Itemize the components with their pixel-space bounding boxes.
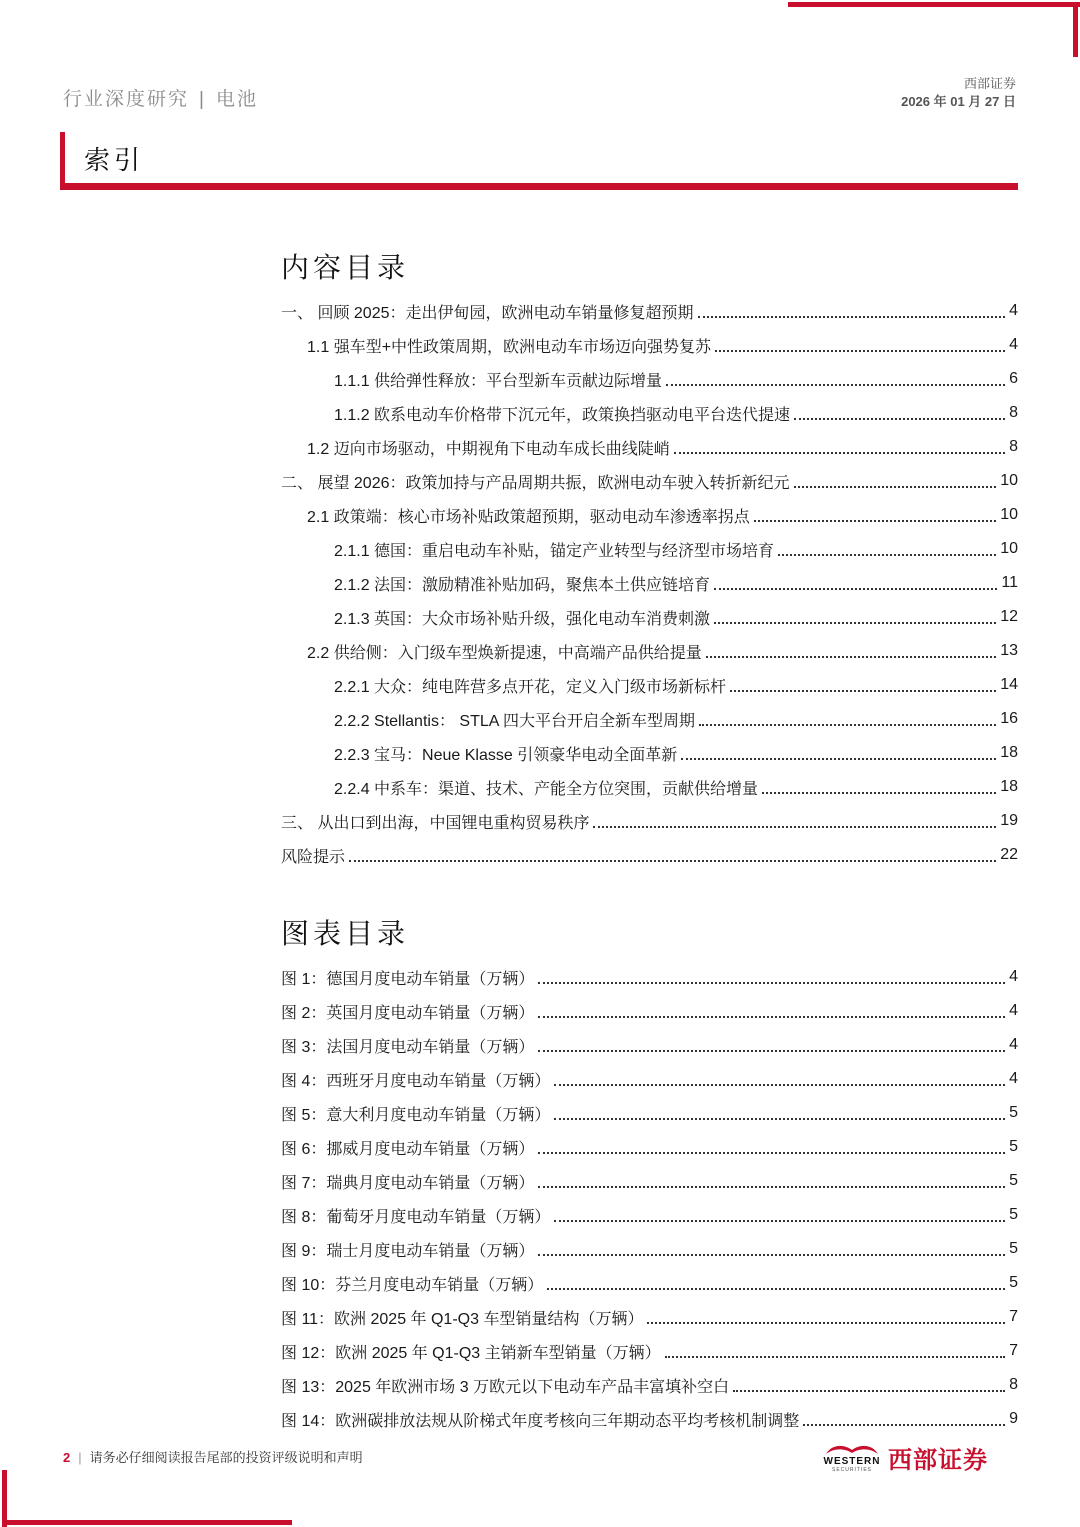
section-underline (60, 183, 1018, 190)
toc-entry[interactable] (281, 634, 1018, 668)
figure-entry[interactable] (281, 994, 1018, 1028)
toc-entry[interactable] (281, 498, 1018, 532)
figure-entry[interactable] (281, 1334, 1018, 1368)
leader-dots (538, 1050, 1005, 1052)
toc-entry-label: 2.2 供给侧：入门级车型焕新提速，中高端产品供给提量 (307, 644, 702, 662)
leader-dots (554, 1084, 1005, 1086)
toc-entry-page: 12 (1000, 608, 1018, 625)
figure-entry-label: 图 8：葡萄牙月度电动车销量（万辆） (281, 1208, 551, 1226)
leader-dots (794, 486, 997, 488)
figure-entry-label: 图 5：意大利月度电动车销量（万辆） (281, 1106, 551, 1124)
figure-entry-label: 图 12：欧洲 2025 年 Q1-Q3 主销新车型销量（万辆） (281, 1344, 661, 1362)
toc-entry[interactable] (281, 464, 1018, 498)
figures-heading: 图表目录 (281, 917, 410, 950)
report-date: 2026 年 01 月 27 日 (901, 94, 1016, 109)
figure-entry-label: 图 2：英国月度电动车销量（万辆） (281, 1004, 535, 1022)
leader-dots (803, 1424, 1005, 1426)
leader-dots (538, 1254, 1005, 1256)
toc-entry[interactable] (281, 600, 1018, 634)
corner-accent-bottom-vertical (2, 1470, 7, 1527)
western-logo-mark (822, 1442, 882, 1473)
leader-dots (706, 656, 997, 658)
figure-entry[interactable] (281, 1028, 1018, 1062)
toc-entry-page: 13 (1000, 642, 1018, 659)
toc-entry-page: 8 (1009, 438, 1018, 455)
toc-entry-label: 2.2.2 Stellantis： STLA 四大平台开启全新车型周期 (334, 712, 695, 730)
figure-entry-label: 图 10：芬兰月度电动车销量（万辆） (281, 1276, 544, 1294)
figure-entry[interactable] (281, 1368, 1018, 1402)
toc-entry-page: 6 (1009, 370, 1018, 387)
toc-entry-label: 2.1 政策端：核心市场补贴政策超预期，驱动电动车渗透率拐点 (307, 508, 750, 526)
leader-dots (349, 860, 996, 862)
leader-dots (666, 384, 1005, 386)
leader-dots (647, 1322, 1005, 1324)
figure-entry[interactable] (281, 1232, 1018, 1266)
report-category-header (63, 84, 258, 111)
figure-entry-label: 图 11：欧洲 2025 年 Q1-Q3 车型销量结构（万辆） (281, 1310, 644, 1328)
toc-entry[interactable] (281, 566, 1018, 600)
toc-entry-page: 18 (1000, 744, 1018, 761)
figure-entry-page: 5 (1009, 1138, 1018, 1155)
toc-entry-page: 4 (1009, 336, 1018, 353)
leader-dots (794, 418, 1005, 420)
toc-entry-label: 1.2 迈向市场驱动，中期视角下电动车成长曲线陡峭 (307, 440, 670, 458)
figure-entry-label: 图 4：西班牙月度电动车销量（万辆） (281, 1072, 551, 1090)
header-separator: | (199, 89, 206, 110)
toc-entry-page: 4 (1009, 302, 1018, 319)
leader-dots (730, 690, 996, 692)
figure-entry[interactable] (281, 960, 1018, 994)
report-category: 行业深度研究 (63, 89, 190, 110)
toc-entry[interactable] (281, 396, 1018, 430)
toc-entry-label: 2.1.1 德国：重启电动车补贴，锚定产业转型与经济型市场培育 (334, 542, 775, 560)
leader-dots (754, 520, 997, 522)
leader-dots (554, 1220, 1005, 1222)
toc-entry-page: 22 (1000, 846, 1018, 863)
figure-entry-label: 图 7：瑞典月度电动车销量（万辆） (281, 1174, 535, 1192)
page-number: 2 (63, 1450, 71, 1465)
leader-dots (547, 1288, 1005, 1290)
figure-entry-page: 4 (1009, 968, 1018, 985)
toc-entry[interactable] (281, 838, 1018, 872)
toc-entry-label: 2.2.4 中系车：渠道、技术、产能全方位突围，贡献供给增量 (334, 780, 759, 798)
corner-accent-top-horizontal (788, 2, 1080, 7)
toc-entry-page: 16 (1000, 710, 1018, 727)
figure-entry-label: 图 3：法国月度电动车销量（万辆） (281, 1038, 535, 1056)
toc-entry[interactable] (281, 430, 1018, 464)
toc-entry-label: 1.1.1 供给弹性释放：平台型新车贡献边际增量 (334, 372, 663, 390)
figure-entry-page: 7 (1009, 1342, 1018, 1359)
figure-entry-page: 4 (1009, 1070, 1018, 1087)
figure-entry[interactable] (281, 1096, 1018, 1130)
figure-entry[interactable] (281, 1266, 1018, 1300)
leader-dots (593, 826, 996, 828)
figure-entry-page: 4 (1009, 1036, 1018, 1053)
figure-entry-label: 图 1：德国月度电动车销量（万辆） (281, 970, 535, 988)
toc-entry[interactable] (281, 532, 1018, 566)
toc-entry-page: 8 (1009, 404, 1018, 421)
leader-dots (714, 622, 996, 624)
toc-entry-label: 一、 回顾 2025：走出伊甸园，欧洲电动车销量修复超预期 (281, 304, 694, 322)
toc-entry-label: 二、 展望 2026：政策加持与产品周期共振，欧洲电动车驶入转折新纪元 (281, 474, 790, 492)
report-sector: 电池 (215, 89, 258, 110)
figure-entry[interactable] (281, 1130, 1018, 1164)
leader-dots (538, 1152, 1005, 1154)
figure-entry-page: 4 (1009, 1002, 1018, 1019)
corner-accent-bottom-horizontal (2, 1520, 292, 1525)
footer-disclaimer: 请务必仔细阅读报告尾部的投资评级说明和声明 (89, 1450, 363, 1465)
contents-list (281, 294, 1018, 872)
toc-entry-label: 2.2.3 宝马：Neue Klasse 引领豪华电动全面革新 (334, 746, 678, 764)
toc-entry-page: 18 (1000, 778, 1018, 795)
toc-entry[interactable] (281, 328, 1018, 362)
figure-entry-page: 5 (1009, 1274, 1018, 1291)
section-title: 索引 (84, 146, 145, 176)
toc-entry-label: 2.1.3 英国：大众市场补贴升级，强化电动车消费刺激 (334, 610, 711, 628)
toc-entry[interactable] (281, 702, 1018, 736)
toc-entry[interactable] (281, 736, 1018, 770)
leader-dots (665, 1356, 1005, 1358)
figure-entry-page: 9 (1009, 1410, 1018, 1427)
firm-name: 西部证券 (963, 76, 1016, 91)
toc-entry-label: 2.2.1 大众：纯电阵营多点开花，定义入门级市场新标杆 (334, 678, 727, 696)
figure-entry[interactable] (281, 1402, 1018, 1436)
figure-entry-label: 图 6：挪威月度电动车销量（万辆） (281, 1140, 535, 1158)
leader-dots (762, 792, 996, 794)
leader-dots (714, 588, 997, 590)
figure-entry[interactable] (281, 1300, 1018, 1334)
figure-entry-label: 图 9：瑞士月度电动车销量（万辆） (281, 1242, 535, 1260)
leader-dots (674, 452, 1005, 454)
figure-entry[interactable] (281, 1062, 1018, 1096)
footer-separator: | (78, 1450, 82, 1465)
bull-horns-icon (822, 1442, 882, 1456)
figure-entry-page: 8 (1009, 1376, 1018, 1393)
logo-english: WESTERN (823, 1456, 881, 1467)
leader-dots (538, 1186, 1005, 1188)
figure-entry-page: 7 (1009, 1308, 1018, 1325)
leader-dots (733, 1390, 1005, 1392)
leader-dots (698, 316, 1006, 318)
figure-entry-page: 5 (1009, 1172, 1018, 1189)
leader-dots (699, 724, 996, 726)
toc-entry[interactable] (281, 362, 1018, 396)
firm-logo (822, 1440, 988, 1475)
toc-entry-label: 三、 从出口到出海，中国锂电重构贸易秩序 (281, 814, 590, 832)
contents-heading: 内容目录 (281, 251, 410, 284)
toc-entry-page: 19 (1000, 812, 1018, 829)
toc-entry-page: 14 (1000, 676, 1018, 693)
toc-entry-label: 2.1.2 法国：激励精准补贴加码，聚焦本土供应链培育 (334, 576, 711, 594)
figures-list (281, 960, 1018, 1436)
leader-dots (778, 554, 996, 556)
toc-entry-page: 11 (1001, 574, 1018, 591)
toc-entry-label: 1.1.2 欧系电动车价格带下沉元年，政策换挡驱动电平台迭代提速 (334, 406, 791, 424)
toc-entry-page: 10 (1000, 506, 1018, 523)
toc-entry-page: 10 (1000, 472, 1018, 489)
toc-entry[interactable] (281, 804, 1018, 838)
figure-entry[interactable] (281, 1198, 1018, 1232)
leader-dots (715, 350, 1005, 352)
corner-accent-top-vertical (1073, 2, 1078, 57)
leader-dots (554, 1118, 1005, 1120)
leader-dots (538, 982, 1005, 984)
figure-entry-label: 图 13：2025 年欧洲市场 3 万欧元以下电动车产品丰富填补空白 (281, 1378, 730, 1396)
figure-entry-page: 5 (1009, 1206, 1018, 1223)
figure-entry[interactable] (281, 1164, 1018, 1198)
page-footer (63, 1447, 363, 1466)
leader-dots (538, 1016, 1005, 1018)
logo-chinese: 西部证券 (888, 1447, 988, 1474)
figure-entry-label: 图 14：欧洲碳排放法规从阶梯式年度考核向三年期动态平均考核机制调整 (281, 1412, 800, 1430)
toc-entry-label: 风险提示 (281, 848, 346, 866)
toc-entry-page: 10 (1000, 540, 1018, 557)
toc-entry-label: 1.1 强车型+中性政策周期，欧洲电动车市场迈向强势复苏 (307, 338, 712, 356)
leader-dots (681, 758, 996, 760)
figure-entry-page: 5 (1009, 1104, 1018, 1121)
logo-english-sub: SECURITIES (831, 1467, 872, 1473)
figure-entry-page: 5 (1009, 1240, 1018, 1257)
header-firm-date (901, 75, 1016, 111)
toc-entry[interactable] (281, 770, 1018, 804)
toc-entry[interactable] (281, 294, 1018, 328)
section-title-bar (60, 132, 65, 190)
toc-entry[interactable] (281, 668, 1018, 702)
